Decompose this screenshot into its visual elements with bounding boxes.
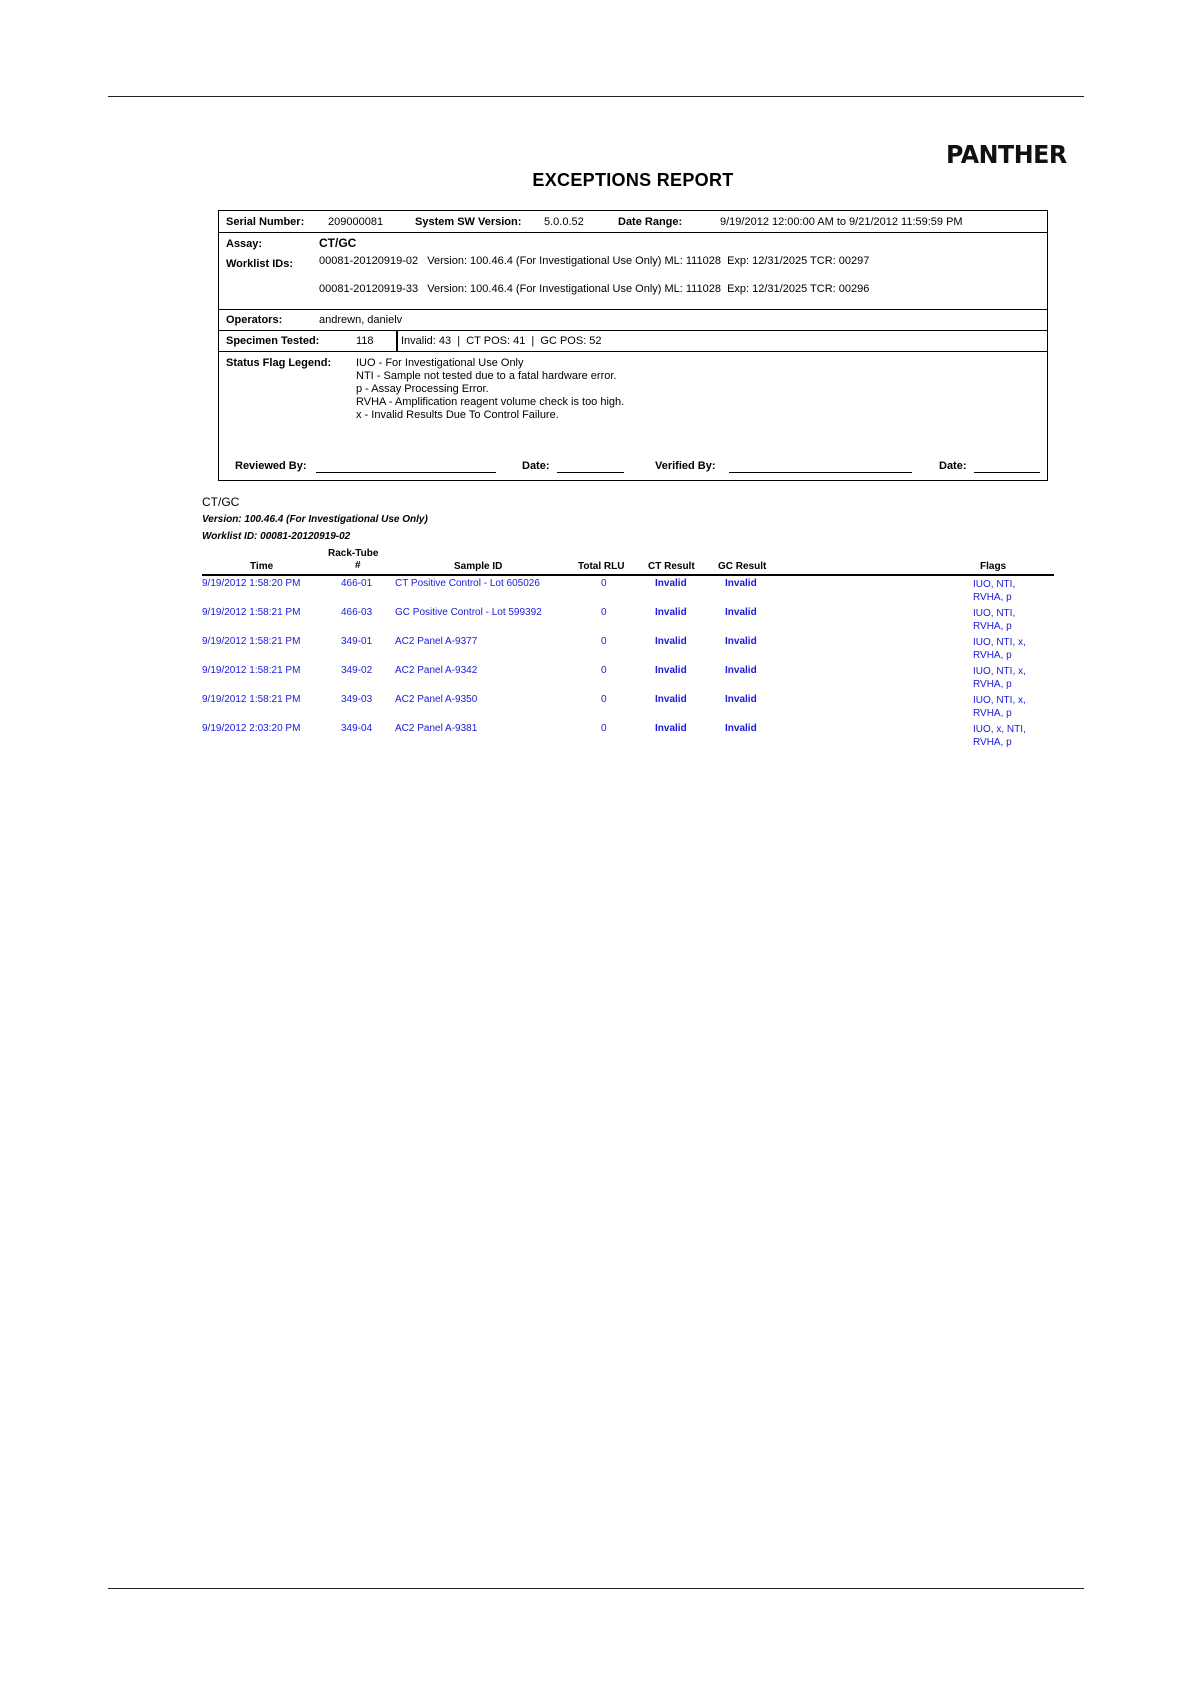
cell-sample-id: AC2 Panel A-9377 [395, 636, 478, 647]
sw-version-value: 5.0.0.52 [544, 216, 584, 228]
cell-total-rlu: 0 [601, 665, 607, 676]
flags-line: RVHA, p [973, 592, 1012, 603]
cell-total-rlu: 0 [601, 694, 607, 705]
section-version: Version: 100.46.4 (For Investigational Use Only) [202, 514, 428, 525]
flags-line: RVHA, p [973, 650, 1012, 661]
date-range-value: 9/19/2012 12:00:00 AM to 9/21/2012 11:59:59 PM [720, 216, 963, 228]
legend-item: p - Assay Processing Error. [356, 383, 489, 395]
cell-ct-result: Invalid [655, 636, 687, 647]
cell-sample-id: AC2 Panel A-9342 [395, 665, 478, 676]
cell-gc-result: Invalid [725, 607, 757, 618]
assay-value: CT/GC [319, 236, 357, 250]
page-bottom-rule [108, 1588, 1084, 1589]
cell-flags [973, 636, 1026, 662]
col-header-gc-result: GC Result [718, 561, 767, 572]
worklist-ids-label: Worklist IDs: [226, 258, 294, 270]
cell-total-rlu: 0 [601, 723, 607, 734]
sw-version-label: System SW Version: [415, 216, 522, 228]
cell-ct-result: Invalid [655, 694, 687, 705]
section-worklist-id: Worklist ID: 00081-20120919-02 [202, 531, 351, 542]
cell-ct-result: Invalid [655, 607, 687, 618]
col-header-rack: Rack-Tube [328, 548, 379, 559]
cell-flags [973, 694, 1026, 720]
cell-time: 9/19/2012 2:03:20 PM [202, 723, 301, 734]
reviewed-by-label: Reviewed By: [235, 460, 307, 472]
cell-gc-result: Invalid [725, 694, 757, 705]
col-header-time: Time [250, 561, 274, 572]
cell-ct-result: Invalid [655, 723, 687, 734]
cell-time: 9/19/2012 1:58:21 PM [202, 694, 301, 705]
flags-line: RVHA, p [973, 737, 1012, 748]
cell-gc-result: Invalid [725, 578, 757, 589]
cell-rack-tube: 349-03 [341, 694, 373, 705]
flags-line: IUO, x, NTI, [973, 724, 1026, 735]
verified-by-line[interactable] [729, 460, 912, 473]
flags-line: IUO, NTI, x, [973, 637, 1026, 648]
cell-time: 9/19/2012 1:58:20 PM [202, 578, 301, 589]
flags-line: RVHA, p [973, 621, 1012, 632]
flags-line: RVHA, p [973, 708, 1012, 719]
table-row [0, 578, 1191, 607]
assay-box [218, 232, 1048, 310]
assay-label: Assay: [226, 238, 263, 250]
cell-total-rlu: 0 [601, 607, 607, 618]
table-row [0, 694, 1191, 723]
specimen-divider [396, 331, 398, 351]
col-header-total-rlu: Total RLU [578, 561, 625, 572]
cell-flags [973, 607, 1015, 633]
cell-ct-result: Invalid [655, 665, 687, 676]
section-assay: CT/GC [202, 495, 240, 509]
table-row [0, 665, 1191, 694]
legend-item: x - Invalid Results Due To Control Failure. [356, 409, 559, 421]
operators-value: andrewn, danielv [319, 314, 403, 326]
verified-by-label: Verified By: [655, 460, 716, 472]
col-header-rack-hash: # [355, 560, 361, 571]
table-header-rule [202, 574, 1054, 576]
col-header-flags: Flags [980, 561, 1007, 572]
cell-sample-id: AC2 Panel A-9381 [395, 723, 478, 734]
table-row [0, 636, 1191, 665]
cell-rack-tube: 349-02 [341, 665, 373, 676]
specimen-summary: Invalid: 43 | CT POS: 41 | GC POS: 52 [401, 335, 602, 347]
reviewed-by-line[interactable] [316, 460, 496, 473]
verify-date-label: Date: [939, 460, 967, 472]
worklist-id-1: 00081-20120919-02 Version: 100.46.4 (For Investigational Use Only) ML: 111028 Exp: 12/31/2025 TCR: 00297 [319, 255, 870, 267]
cell-gc-result: Invalid [725, 723, 757, 734]
worklist-id-2: 00081-20120919-33 Version: 100.46.4 (For Investigational Use Only) ML: 111028 Exp: 12/31/2025 TCR: 00296 [319, 283, 870, 295]
review-date-label: Date: [522, 460, 550, 472]
cell-flags [973, 578, 1015, 604]
serial-number-label: Serial Number: [226, 216, 305, 228]
table-row [0, 723, 1191, 752]
specimen-tested-label: Specimen Tested: [226, 335, 320, 347]
cell-ct-result: Invalid [655, 578, 687, 589]
legend-item: NTI - Sample not tested due to a fatal hardware error. [356, 370, 617, 382]
flags-line: RVHA, p [973, 679, 1012, 690]
cell-time: 9/19/2012 1:58:21 PM [202, 665, 301, 676]
operators-box [218, 309, 1048, 331]
cell-flags [973, 665, 1026, 691]
cell-gc-result: Invalid [725, 665, 757, 676]
flags-line: IUO, NTI, [973, 579, 1016, 590]
flags-line: IUO, NTI, [973, 608, 1016, 619]
specimen-box [218, 330, 1048, 352]
table-row [0, 607, 1191, 636]
report-title: EXCEPTIONS REPORT [532, 170, 734, 190]
cell-rack-tube: 349-04 [341, 723, 373, 734]
col-header-sample-id: Sample ID [454, 561, 503, 572]
legend-item: RVHA - Amplification reagent volume check is too high. [356, 396, 625, 408]
serial-number-value: 209000081 [328, 216, 384, 228]
status-flag-legend-label: Status Flag Legend: [226, 357, 332, 369]
cell-rack-tube: 466-01 [341, 578, 373, 589]
cell-sample-id: GC Positive Control - Lot 599392 [395, 607, 542, 618]
header-info-box [218, 210, 1048, 233]
specimen-tested-value: 118 [356, 335, 374, 347]
cell-total-rlu: 0 [601, 636, 607, 647]
cell-sample-id: AC2 Panel A-9350 [395, 694, 478, 705]
cell-time: 9/19/2012 1:58:21 PM [202, 607, 301, 618]
cell-rack-tube: 349-01 [341, 636, 373, 647]
legend-box [218, 351, 1048, 481]
col-header-ct-result: CT Result [648, 561, 695, 572]
cell-flags [973, 723, 1026, 749]
cell-gc-result: Invalid [725, 636, 757, 647]
cell-sample-id: CT Positive Control - Lot 605026 [395, 578, 540, 589]
flags-line: IUO, NTI, x, [973, 695, 1026, 706]
legend-item: IUO - For Investigational Use Only [356, 357, 524, 369]
flags-line: IUO, NTI, x, [973, 666, 1026, 677]
verify-date-line[interactable] [974, 460, 1040, 473]
panther-logo: PANTHER [946, 140, 1067, 169]
page-top-rule [108, 96, 1084, 97]
review-date-line[interactable] [557, 460, 624, 473]
date-range-label: Date Range: [618, 216, 683, 228]
operators-label: Operators: [226, 314, 283, 326]
cell-rack-tube: 466-03 [341, 607, 373, 618]
cell-time: 9/19/2012 1:58:21 PM [202, 636, 301, 647]
cell-total-rlu: 0 [601, 578, 607, 589]
